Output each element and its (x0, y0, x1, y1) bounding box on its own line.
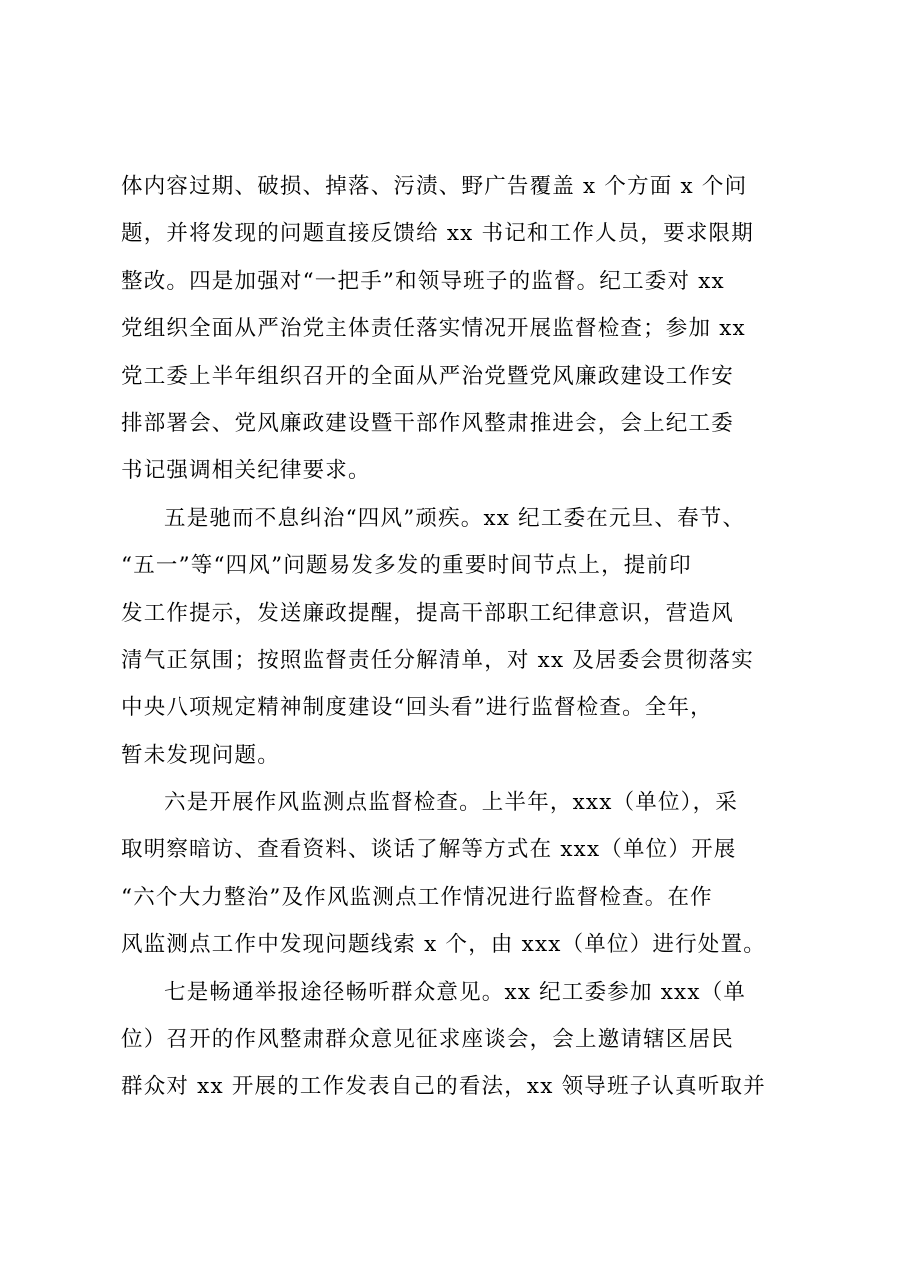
paragraph-six (121, 779, 801, 969)
text-line: 取明察暗访、查看资料、谈话了解等方式在 xxx（单位）开展 (121, 837, 737, 863)
text-line: 党工委上半年组织召开的全面从严治党暨党风廉政建设工作安 (121, 363, 734, 389)
text-line: 暂未发现问题。 (121, 742, 280, 768)
text-line: 七是畅通举报途径畅听群众意见。xx 纪工委参加 xxx（单 (164, 979, 747, 1005)
paragraph-continued (121, 163, 801, 495)
text-line: 风监测点工作中发现问题线索 x 个，由 xxx（单位）进行处置。 (121, 932, 766, 958)
text-line: 六是开展作风监测点监督检查。上半年，xxx（单位），采 (164, 790, 739, 816)
text-line: 排部署会、党风廉政建设暨干部作风整肃推进会，会上纪工委 (121, 410, 734, 436)
text-line: “五一”等“四风”问题易发多发的重要时间节点上，提前印 (121, 553, 692, 579)
text-line: “六个大力整治”及作风监测点工作情况进行监督检查。在作 (121, 884, 713, 910)
text-line: 整改。四是加强对“一把手”和领导班子的监督。纪工委对 xx (121, 268, 725, 294)
text-line: 题，并将发现的问题直接反馈给 xx 书记和工作人员，要求限期 (121, 221, 754, 247)
paragraph-seven (121, 969, 801, 1111)
text-line: 书记强调相关纪律要求。 (121, 458, 371, 484)
text-line: 清气正氛围；按照监督责任分解清单，对 xx 及居委会贯彻落实 (121, 647, 754, 673)
text-line: 体内容过期、破损、掉落、污渍、野广告覆盖 x 个方面 x 个问 (121, 174, 748, 199)
text-line: 党组织全面从严治党主体责任落实情况开展监督检查；参加 xx (121, 316, 746, 342)
paragraph-five (121, 495, 801, 779)
text-line: 发工作提示，发送廉政提醒，提高干部职工纪律意识，营造风 (121, 600, 734, 626)
text-line: 中央八项规定精神制度建设“回头看”进行监督检查。全年， (121, 695, 713, 721)
text-line: 群众对 xx 开展的工作发表自己的看法，xx 领导班子认真听取并 (121, 1074, 766, 1100)
document-body (121, 163, 801, 1111)
text-line: 位）召开的作风整肃群众意见征求座谈会，会上邀请辖区居民 (121, 1027, 734, 1053)
text-line: 五是驰而不息纠治“四风”顽疾。xx 纪工委在元旦、春节、 (164, 505, 746, 531)
